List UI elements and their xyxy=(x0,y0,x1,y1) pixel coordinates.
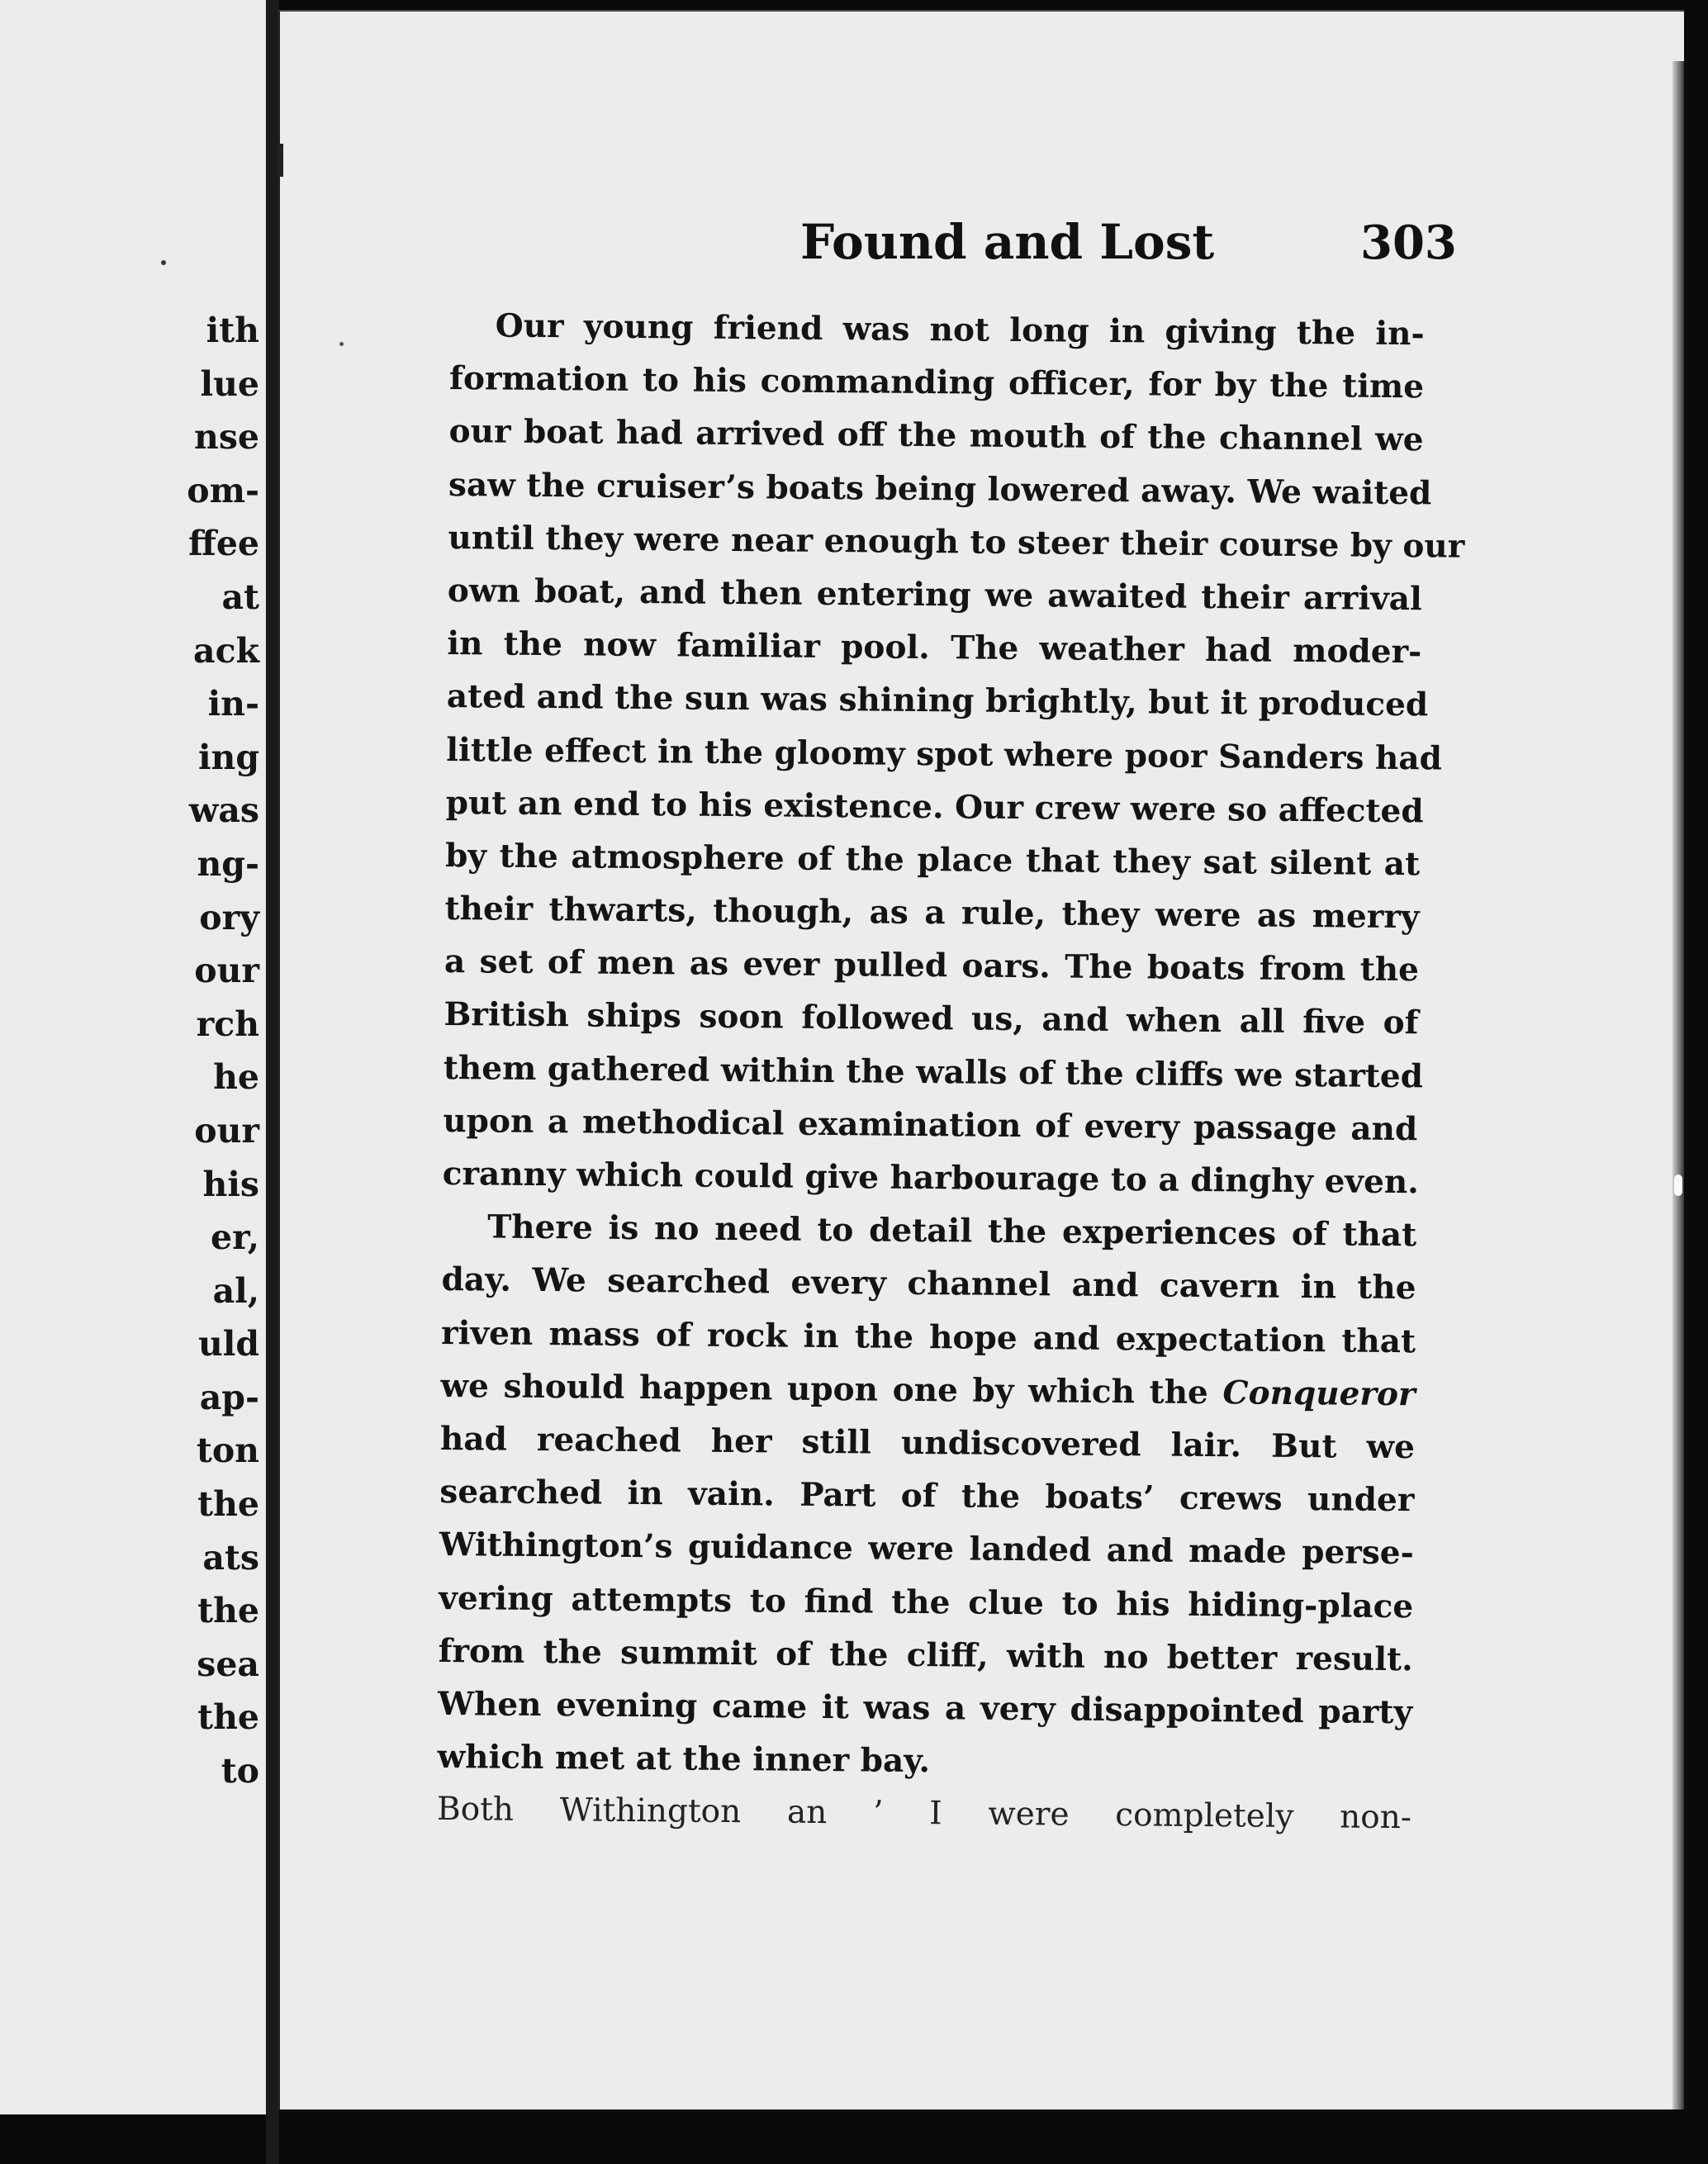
text-line: cranny which could give harbourage to a dinghy even. xyxy=(442,1154,1420,1202)
text-line: our boat had arrived off the mouth of the channel we xyxy=(448,412,1424,459)
fragment: lue xyxy=(200,363,259,404)
fragment: ng- xyxy=(197,843,259,884)
text-line: saw the cruiser’s boats being lowered away. We waited xyxy=(448,465,1432,512)
text-line: day. We searched every channel and cavern in the xyxy=(441,1260,1416,1307)
page-body xyxy=(436,299,1465,1845)
ink-speck xyxy=(161,260,166,265)
text-line: by the atmosphere of the place that they sat silent at xyxy=(444,836,1421,884)
text-line: from the summit of the cliff, with no better result. xyxy=(438,1631,1413,1678)
text-line: When evening came it was a very disappointed party xyxy=(437,1684,1413,1732)
text-line: own boat, and then entering we awaited their arrival xyxy=(447,571,1423,619)
fragment: rch xyxy=(196,1004,259,1044)
fragment: sea xyxy=(197,1644,259,1684)
page-number: 303 xyxy=(1360,216,1457,270)
fragment: the xyxy=(197,1484,259,1525)
text-line: until they were near enough to steer their course by our xyxy=(448,518,1465,566)
text-line: had reached her still undiscovered lair. But we xyxy=(439,1419,1416,1467)
text-line: ated and the sun was shining brightly, but it produced xyxy=(446,677,1429,724)
fragment: at xyxy=(221,577,259,617)
page-edge-highlight xyxy=(1674,1175,1682,1196)
text-line: which met at the inner bay. xyxy=(437,1737,931,1781)
text-line: Withington’s guidance were landed and made perse- xyxy=(439,1526,1414,1573)
text-line: them gathered within the walls of the cliffs we started xyxy=(443,1048,1424,1095)
fragment: ats xyxy=(202,1537,259,1578)
fragment: was xyxy=(189,790,259,831)
fragment: to xyxy=(221,1751,259,1791)
fragment: our xyxy=(194,1110,259,1151)
fragment: al, xyxy=(212,1270,259,1311)
fragment: ap- xyxy=(199,1377,259,1417)
current-page xyxy=(278,10,1684,2109)
running-title: Found and Lost xyxy=(800,214,1215,270)
fragment: ffee xyxy=(188,524,259,564)
ink-speck xyxy=(339,342,344,346)
text-line: little effect in the gloomy spot where poor Sanders had xyxy=(446,730,1443,778)
previous-page xyxy=(0,0,268,2114)
spine-mark xyxy=(278,144,283,177)
fragment: he xyxy=(213,1057,259,1098)
text-line: their thwarts, though, as a rule, they were as merry xyxy=(444,890,1420,937)
fragment: his xyxy=(202,1164,259,1204)
fragment: ith xyxy=(206,311,259,350)
text-line xyxy=(440,1360,1416,1421)
fragment: our xyxy=(194,951,259,991)
text-line: formation to his commanding officer, for by the time xyxy=(448,359,1425,406)
text-line: vering attempts to find the clue to his hiding-place xyxy=(439,1578,1414,1625)
text-line: searched in vain. Part of the boats’ crews under xyxy=(439,1473,1415,1520)
fragment: er, xyxy=(211,1217,259,1258)
fragment: om- xyxy=(187,470,259,510)
text-line: upon a methodical examination of every passage and xyxy=(443,1101,1418,1149)
text-line: put an end to his existence. Our crew were so affected xyxy=(445,783,1424,830)
ship-name: Conqueror xyxy=(1222,1373,1416,1413)
fragment: uld xyxy=(197,1324,259,1364)
text-line: a set of men as ever pulled oars. The boats from the xyxy=(444,942,1420,989)
text-line: in the now familiar pool. The weather had moder- xyxy=(447,624,1422,672)
fragment: ing xyxy=(197,737,259,777)
text-line: There is no need to detail the experiences of that xyxy=(486,1208,1417,1255)
fragment: the xyxy=(197,1591,259,1631)
text-line: Our young friend was not long in giving the in- xyxy=(495,306,1425,354)
fragment: nse xyxy=(194,417,259,458)
fragment: ory xyxy=(199,897,259,937)
text-line: riven mass of rock in the hope and expectation that xyxy=(440,1313,1416,1360)
text-line: British ships soon followed us, and when all five of xyxy=(444,995,1419,1042)
page-edge-shadow xyxy=(1672,61,1684,2109)
fragment: ack xyxy=(193,630,259,671)
text-line: Both Withington an ’ I were completely non- xyxy=(436,1791,1412,1837)
previous-page-line-ends xyxy=(187,304,259,1798)
fragment: the xyxy=(197,1697,259,1738)
text-run: we should happen upon one by which the xyxy=(440,1366,1209,1412)
fragment: ton xyxy=(196,1431,259,1471)
fragment: in- xyxy=(207,684,259,724)
running-header xyxy=(280,214,1478,280)
